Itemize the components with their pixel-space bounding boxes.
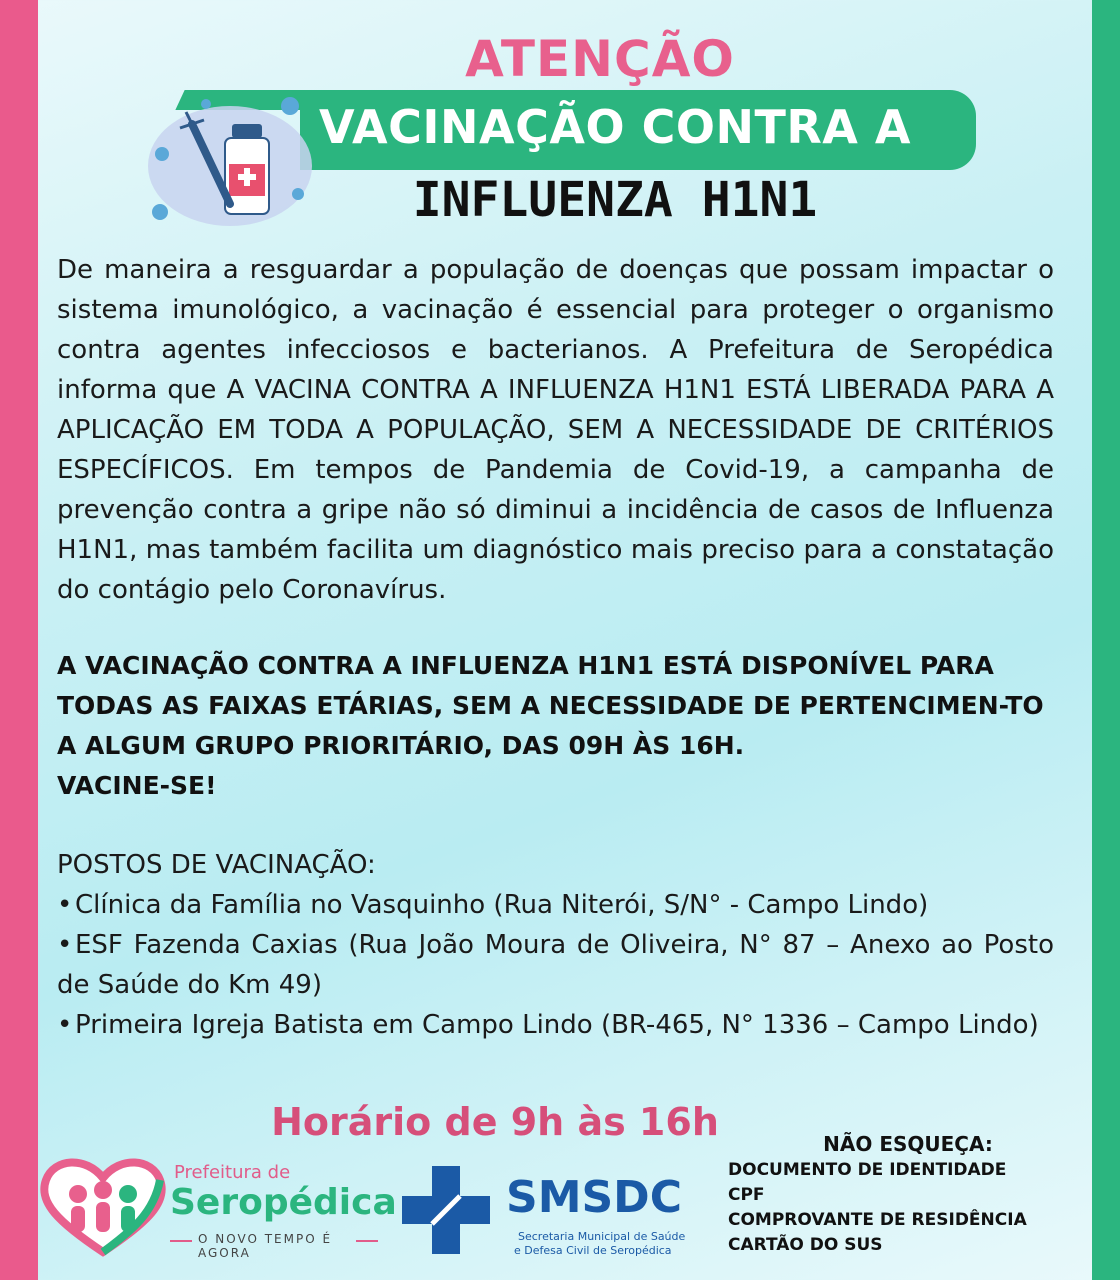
heart-family-icon [38,1152,168,1262]
post-name: ESF Fazenda Caxias (Rua João Moura de Oliveira, N° 87 – Anexo ao Posto de Saúde do Km 49) [57,930,1054,1000]
banner-title: VACINAÇÃO CONTRA A [319,100,911,154]
smsdc-subtitle-1: Secretaria Municipal de Saúde [518,1230,686,1243]
vaccination-posts [57,845,1054,1045]
bullet-icon: • [57,930,73,960]
vacine-se-text: VACINE-SE! [57,771,217,800]
list-item [57,1005,1054,1045]
bullet-icon: • [57,890,73,920]
availability-notice [57,646,1054,806]
post-name: Clínica da Família no Vasquinho (Rua Niterói, S/N° - Campo Lindo) [75,890,929,920]
vaccine-vial-icon [140,84,320,234]
reminder-item: COMPROVANTE DE RESIDÊNCIA [728,1210,1027,1230]
reminder-item: DOCUMENTO DE IDENTIDADE [728,1160,1007,1180]
reminder-title: NÃO ESQUEÇA: [823,1132,993,1156]
left-pink-stripe [0,0,38,1280]
smsdc-subtitle-2: e Defesa Civil de Seropédica [514,1244,672,1257]
prefeitura-top-label: Prefeitura de [174,1162,291,1183]
attention-title: ATENÇÃO [465,30,735,88]
influenza-title: INFLUENZA H1N1 [412,172,818,228]
posts-heading: POSTOS DE VACINAÇÃO: [57,850,376,880]
prefeitura-slogan: O NOVO TEMPO É AGORA [198,1232,333,1260]
schedule-hours: Horário de 9h às 16h [271,1100,719,1144]
availability-text: A VACINAÇÃO CONTRA A INFLUENZA H1N1 ESTÁ DISPONÍVEL PARA TODAS AS FAIXAS ETÁRIAS, SEM A NECESSIDADE DE PERTENCIMEN-TO A ALGUM GRUPO PRIORITÁRIO, DAS 09H ÀS 16H. [57,651,1044,760]
reminder-item: CPF [728,1185,765,1205]
cross-icon [400,1164,492,1256]
smsdc-logo [400,1160,710,1260]
prefeitura-logo [38,1152,397,1262]
slogan-divider-right [356,1240,378,1242]
intro-text: De maneira a resguardar a população de doenças que possam impactar o sistema imunológico, a vacinação é essencial para proteger o organismo contra agentes infecciosos e bacterianos. A Prefeitura de Seropédica informa que A VACINA CONTRA A INFLUENZA H1N1 ESTÁ LIBERADA PARA A APLICAÇÃO EM TODA A POPULAÇÃO, SEM A NECESSIDADE DE CRITÉRIOS ESPECÍFICOS. Em tempos de Pandemia de Covid-19, a campanha de prevenção contra a gripe não só diminui a incidência de casos de Influenza H1N1, mas também facilita um diagnóstico mais preciso para a constatação do contágio pelo Coronavírus. [57,255,1054,605]
reminder-box [728,1132,1088,1258]
list-item [57,925,1054,1005]
list-item [57,885,1054,925]
post-name: Primeira Igreja Batista em Campo Lindo (BR-465, N° 1336 – Campo Lindo) [75,1010,1039,1040]
right-green-stripe [1092,0,1120,1280]
bullet-icon: • [57,1010,73,1040]
smsdc-name: SMSDC [506,1172,682,1223]
reminder-item: CARTÃO DO SUS [728,1235,883,1255]
intro-paragraph [57,250,1054,610]
slogan-divider-left [170,1240,192,1242]
prefeitura-name: Seropédica [170,1182,397,1223]
